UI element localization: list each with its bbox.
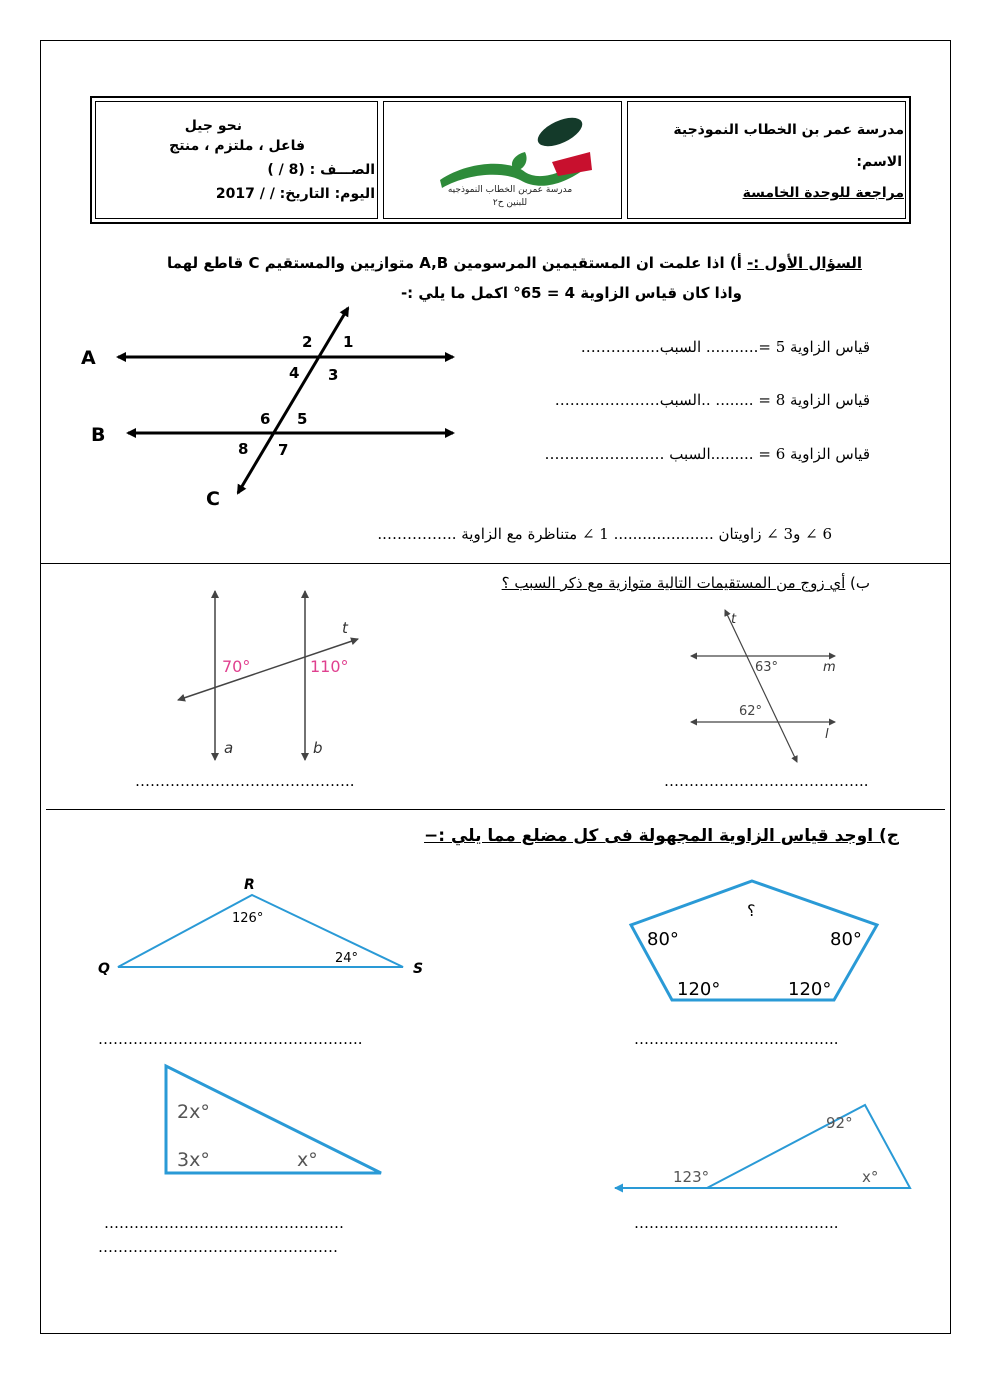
pentagon-angle-80-right: 80° <box>830 929 862 950</box>
right-triangle <box>160 1060 390 1182</box>
angle-4: 4 <box>289 364 300 382</box>
angle-7: 7 <box>278 441 289 459</box>
exterior-triangle-shape <box>707 1105 910 1188</box>
q3-answer-2: ………………………………….. <box>634 1030 839 1048</box>
label-t-left: t <box>342 619 348 637</box>
q1-title: السؤال الأول :- <box>747 254 862 272</box>
angle-24: 24° <box>335 951 359 966</box>
angle-123: 123° <box>673 1168 710 1186</box>
q3-answer-3: ………………………………………… <box>104 1214 344 1232</box>
angle-x-exterior: x° <box>862 1168 879 1186</box>
angle-126: 126° <box>232 911 264 926</box>
label-s: S <box>413 961 424 977</box>
angle-92: 92° <box>826 1114 853 1132</box>
angle-8: 8 <box>238 440 249 458</box>
q2-title-text: أي زوج من المستقيمات التالية متوازية مع ذكر السبب ؟ <box>501 574 846 592</box>
q3-answer-1: …………………………………………….. <box>98 1030 363 1048</box>
angle-x: x° <box>297 1149 318 1171</box>
triangle-qrs-shape <box>118 895 403 967</box>
label-r: R <box>244 877 255 893</box>
date-line: اليوم: التاريخ: / / 2017 <box>215 186 375 202</box>
angle-110: 110° <box>310 657 349 676</box>
transversal-diagram <box>70 300 470 510</box>
label-t-right: t <box>731 612 737 627</box>
q2-title <box>502 574 870 592</box>
q1-fill-line: 6 ∠ و3 ∠ زاويتان ..................... 1 ∠ متناظرة مع الزاوية ..………….. <box>377 525 832 543</box>
figure-lines-m-l <box>685 605 865 770</box>
q1-intro-rest: أ) اذا علمت ان المستقيمين المرسومين A,B متوازيين والمستقيم C قاطع لهما <box>166 254 748 272</box>
q1-intro-line-2: واذا كان قياس الزاوية 4 = 65° اكمل ما يلي :- <box>400 284 742 302</box>
line-c <box>238 308 348 493</box>
q2-title-prefix: ب) <box>845 574 870 592</box>
divider-2 <box>46 809 945 810</box>
class-line: الصـــف : (8 / ) <box>267 162 375 178</box>
transversal-t-right <box>725 610 797 762</box>
q1-item-3: قياس الزاوية 6 = .........السبب …………………… <box>544 445 870 463</box>
name-label: الاسم: <box>856 154 902 170</box>
pentagon-angle-80-left: 80° <box>647 929 679 950</box>
q2-answer-left: …………………………………….. <box>135 772 355 790</box>
logo-text-2: للبنين ح٢ <box>492 198 528 208</box>
angle-5: 5 <box>297 410 308 428</box>
angle-3: 3 <box>328 366 339 384</box>
school-logo <box>430 110 600 210</box>
q2-answer-right: ………………………………….. <box>664 772 869 790</box>
label-line-l: l <box>825 727 829 742</box>
angle-6: 6 <box>260 410 271 428</box>
divider-1 <box>40 563 951 564</box>
label-line-a: a <box>224 739 234 757</box>
figure-lines-a-b <box>170 583 370 768</box>
q3-answer-4: ………………………………….. <box>634 1214 839 1232</box>
label-q: Q <box>98 961 110 977</box>
angle-2: 2 <box>302 333 313 351</box>
angle-70: 70° <box>222 657 251 676</box>
q1-item-2: قياس الزاوية 8 = ........ ..السبب………………… <box>554 391 870 409</box>
review-title: مراجعة للوحدة الخامسة <box>742 185 904 201</box>
label-b: B <box>91 424 106 446</box>
school-name: مدرسة عمر بن الخطاب النموذجية <box>673 122 904 138</box>
logo-text-1: مدرسة عمربن الخطاب النموذجيه <box>447 185 573 195</box>
q3-title: ج) اوجد قياس الزاوية المجهولة فى كل مضلع مما يلي :− <box>424 826 899 846</box>
pentagon <box>625 876 885 1008</box>
pentagon-angle-120-right: 120° <box>788 979 832 1000</box>
q1-intro-line-1 <box>167 254 862 272</box>
exterior-angle-triangle <box>610 1095 915 1200</box>
q1-item-1: قياس الزاوية 5 =........... السبب....………… <box>580 338 870 356</box>
angle-3x: 3x° <box>177 1149 210 1171</box>
pentagon-unknown-angle: ؟ <box>747 901 756 920</box>
label-line-m: m <box>823 660 836 675</box>
angle-2x: 2x° <box>177 1101 210 1123</box>
angle-62: 62° <box>739 704 763 719</box>
label-line-b: b <box>313 739 323 757</box>
triangle-qrs <box>95 870 435 980</box>
label-a: A <box>81 347 96 369</box>
label-c: C <box>206 488 220 510</box>
q3-answer-5: ………………………………………… <box>98 1238 338 1256</box>
angle-63: 63° <box>755 660 779 675</box>
motto-line-2: فاعل ، ملتزم ، منتج <box>169 138 305 154</box>
motto-line-1: نحو جيل <box>184 118 242 134</box>
angle-1: 1 <box>343 333 354 351</box>
pentagon-angle-120-left: 120° <box>677 979 721 1000</box>
